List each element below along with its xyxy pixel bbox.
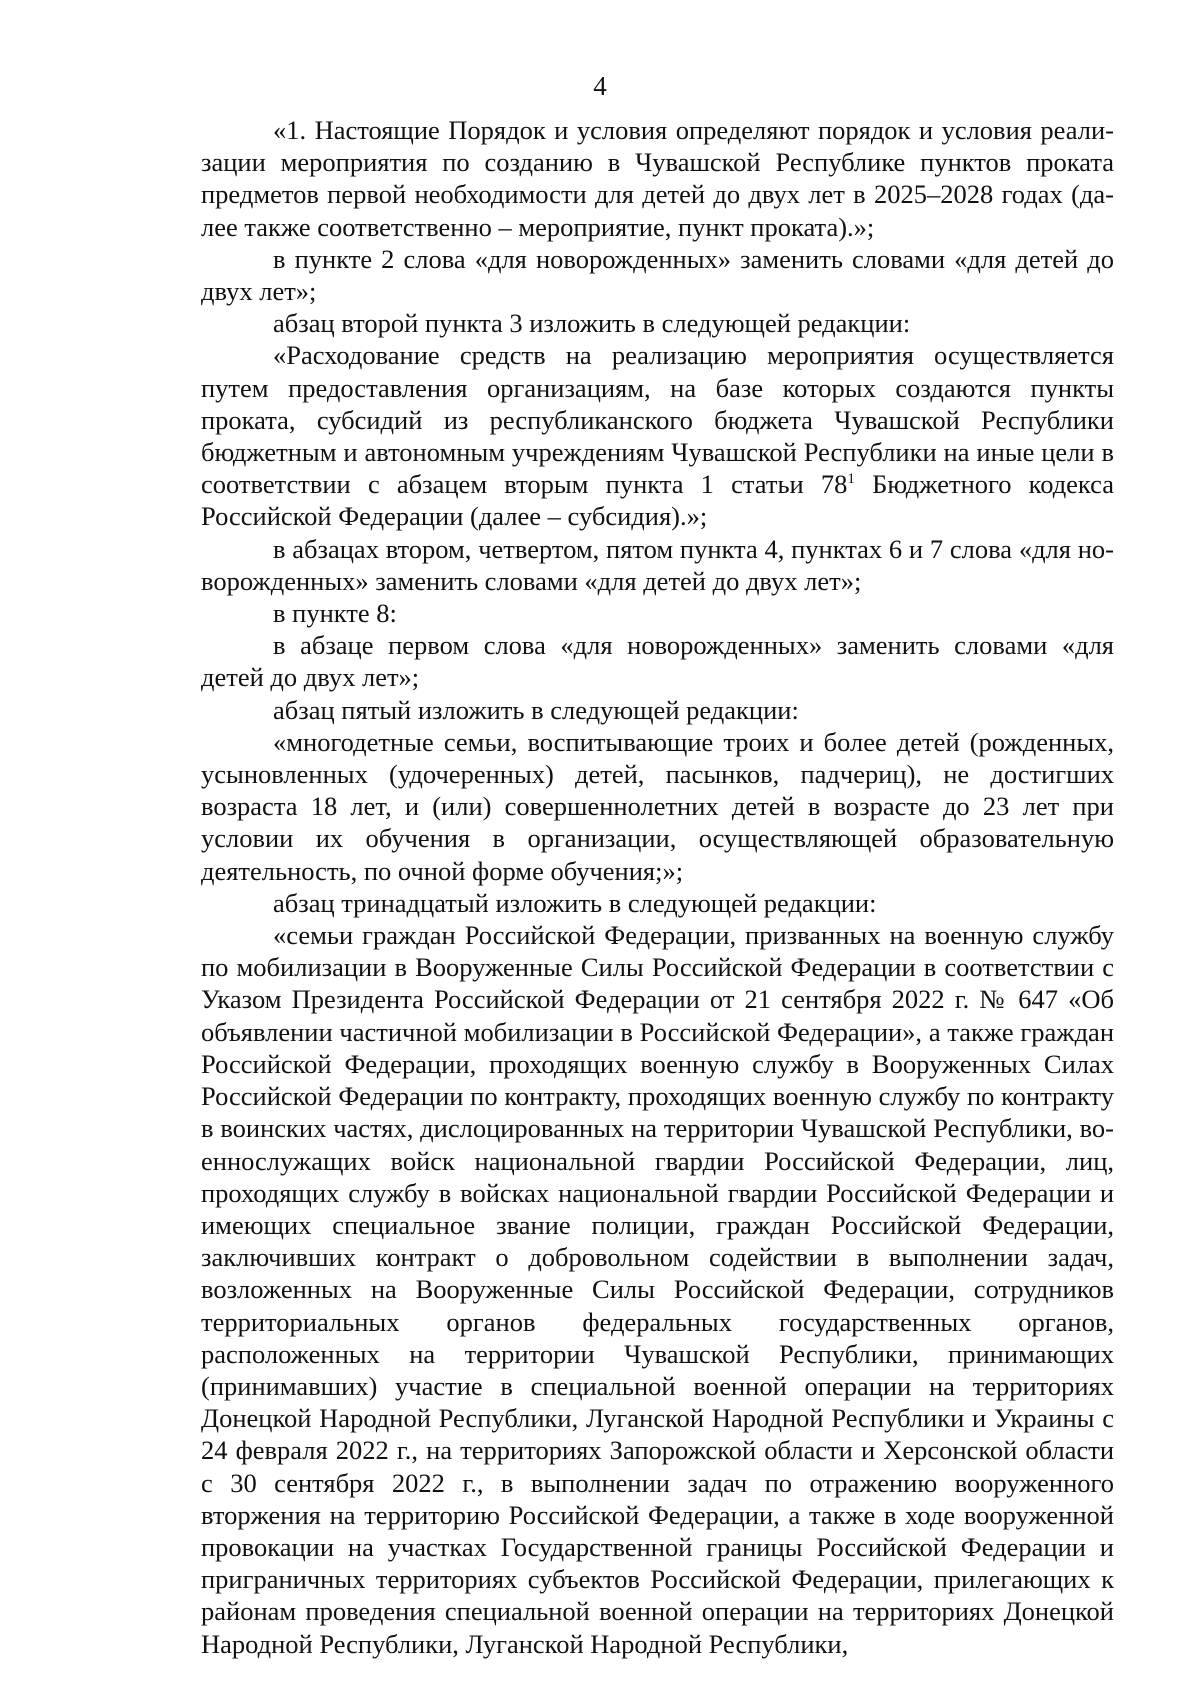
paragraph-point-8-heading: в пункте 8: xyxy=(273,598,397,629)
paragraph-point-8-fifth-instruction: абзац пятый изложить в следующей редакции: xyxy=(273,694,799,725)
paragraph-points-4-6-7-amendment: в абзацах втором, четвертом, пятом пункта 4, пунктах 6 и 7 слова «для новорожденных» заменить словами «для детей до двух лет»; xyxy=(201,533,1114,596)
paragraph-large-families-text: «многодетные семьи, воспитывающие троих и более детей (рожденных, усыновленных (удочеренных) детей, пасынков, падчериц), не достигших возраста 18 лет, и (или) совершеннолетних детей в возрасте до 23 лет при условии их обучения в организации, осуществляющей образовательную деятельность, по очной форме обучения;»; xyxy=(201,726,1114,886)
document-body xyxy=(201,114,1114,1660)
paragraph-military-families-text: «семьи граждан Российской Федерации, призванных на военную службу по мобилизации в Вооруженные Силы Российской Федерации в соответствии с Указом Президента Российской Федерации от 21 сентября 2022 г. № 647 «Об объявлении частичной мобилизации в Российской Федерации», а также граждан Российской Федерации, проходящих военную службу в Вооруженных Силах Российской Федерации по контракту, проходящих военную службу по контракту в воинских частях, дислоцированных на территории Чувашской Республики, военнослужащих войск национальной гвардии Российской Федерации, лиц, проходящих службу в войсках национальной гвардии Российской Федерации и имеющих специальное звание полиции, граждан Российской Федерации, заключивших контракт о добровольном содействии в выполнении задач, возложенных на Вооруженные Силы Российской Федерации, сотрудников территориальных органов федеральных государственных органов, расположенных на территории Чувашской Республики, принимающих (принимавших) участие в специальной военной операции на территориях Донецкой Народной Республики, Луганской Народной Республики и Украины с 24 февраля 2022 г., на территориях Запорожской области и Херсонской области с 30 сентября 2022 г., в выполнении задач по отражению вооруженного вторжения на территорию Российской Федерации, а также в ходе вооруженной провокации на участках Государственной границы Российской Федерации и приграничных территориях субъектов Российской Федерации, прилегающих к районам проведения специальной военной операции на территориях Донецкой Народной Республики, Луганской Народной Республики, xyxy=(201,920,1114,1659)
paragraph-point-1-text: «1. Настоящие Порядок и условия определяют порядок и условия реализации мероприятия по созданию в Чувашской Республике пунктов проката предметов первой необходимости для детей до двух лет в 2025–2028 годах (далее также соответственно – мероприятие, пункт проката).»; xyxy=(201,115,1114,242)
paragraph-point-2-amendment: в пункте 2 слова «для новорожденных» заменить словами «для детей до двух лет»; xyxy=(201,243,1114,307)
article-superscript: 1 xyxy=(847,471,855,488)
paragraph-point-3-instruction: абзац второй пункта 3 изложить в следующей редакции: xyxy=(273,308,911,339)
paragraph-thirteenth-instruction: абзац тринадцатый изложить в следующей редакции: xyxy=(273,887,877,918)
paragraph-point-3-new-text xyxy=(201,339,1114,532)
paragraph-point-3-text-after: Бюджетного кодекса Российской Федерации (далее – субсидия).»; xyxy=(201,469,1114,532)
paragraph-point-3-text-before: «Расходование средств на реализацию мероприятия осуществляется путем предоставления организациям, на базе которых создаются пункты проката, субсидий из республиканского бюджета Чувашской Республики бюджетным и автономным учреждениям Чувашской Республики на иные цели в соответствии с абзацем вторым пункта 1 статьи 78 xyxy=(201,340,1114,500)
page-number: 4 xyxy=(593,71,607,101)
paragraph-point-8-first-abzac: в абзаце первом слова «для новорожденных» заменить словами «для детей до двух лет»; xyxy=(201,630,1114,693)
